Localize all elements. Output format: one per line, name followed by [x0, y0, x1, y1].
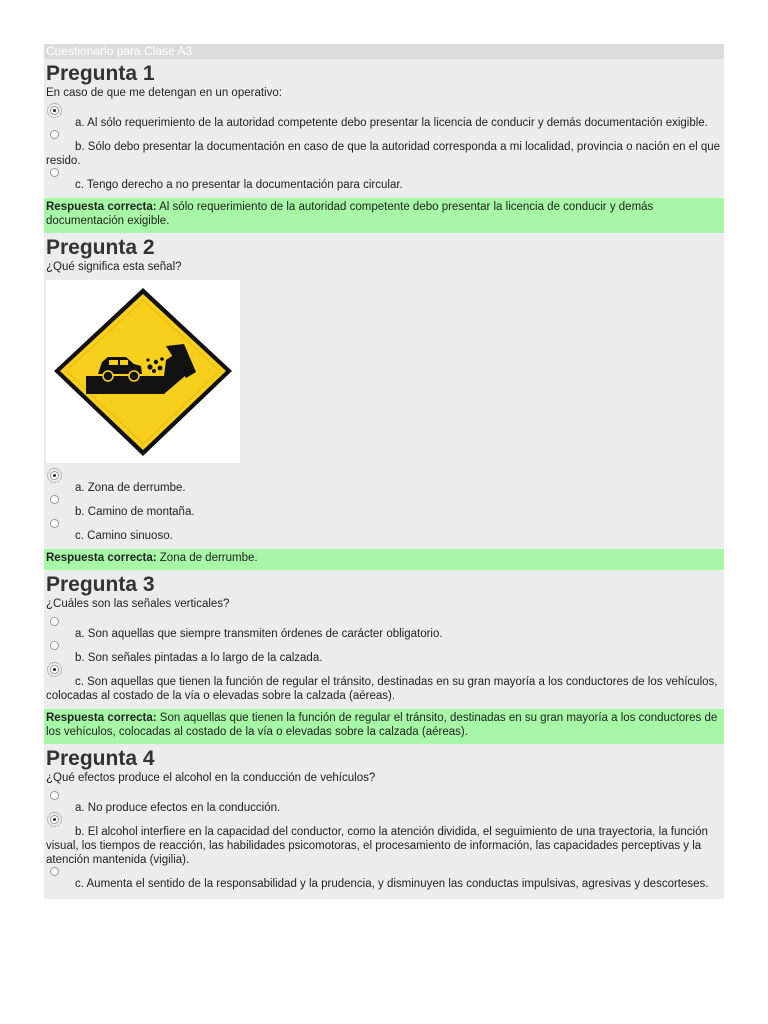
option-c[interactable] [46, 867, 722, 891]
landslide-warning-sign-icon [46, 280, 240, 463]
option-label: c. Tengo derecho a no presentar la documentación para circular. [75, 179, 403, 191]
correct-answer-text: Al sólo requerimiento de la autoridad competente debo presentar la licencia de conducir y demás documentación exigible. [46, 201, 654, 227]
option-label: a. Al sólo requerimiento de la autoridad competente debo presentar la licencia de conducir y demás documentación exigible. [75, 117, 708, 129]
question-title: Pregunta 3 [46, 573, 155, 596]
question-4 [44, 744, 724, 899]
option-b[interactable] [46, 130, 722, 168]
quiz-page [44, 44, 724, 899]
radio-icon[interactable] [50, 867, 59, 876]
option-label: b. Son señales pintadas a lo largo de la calzada. [75, 652, 323, 664]
radio-selected-icon[interactable] [50, 665, 59, 674]
correct-answer-label: Respuesta correcta: [46, 552, 157, 564]
road-sign-image [46, 280, 240, 463]
radio-icon[interactable] [50, 130, 59, 139]
radio-icon[interactable] [50, 495, 59, 504]
correct-answer-text: Zona de derrumbe. [159, 552, 258, 564]
radio-selected-icon[interactable] [50, 471, 59, 480]
correct-answer-label: Respuesta correcta: [46, 201, 157, 213]
correct-answer-label: Respuesta correcta: [46, 712, 157, 724]
option-label: c. Camino sinuoso. [75, 530, 173, 542]
question-text: En caso de que me detengan en un operativo: [46, 87, 282, 99]
option-label: a. Son aquellas que siempre transmiten órdenes de carácter obligatorio. [75, 628, 443, 640]
option-label: c. Aumenta el sentido de la responsabilidad y la prudencia, y disminuyen las conductas impulsivas, agresivas y descorteses. [75, 878, 709, 890]
question-3 [44, 570, 724, 744]
correct-answer-text: Son aquellas que tienen la función de regular el tránsito, destinadas en su gran mayoría a los conductores de los vehículos, colocadas al costado de la vía o elevadas sobre la calzada (aéreas). [46, 712, 718, 738]
option-a[interactable] [46, 471, 722, 495]
correct-answer-box [44, 709, 724, 744]
question-title: Pregunta 1 [46, 62, 155, 85]
option-c[interactable] [46, 665, 722, 703]
question-text: ¿Qué significa esta señal? [46, 261, 182, 273]
option-label: a. No produce efectos en la conducción. [75, 802, 281, 814]
option-label: b. El alcohol interfiere en la capacidad del conductor, como la atención dividida, el seguimiento de una trayectoria, la función visual, los tiempos de reacción, las habilidades psicomotoras, el procesamiento de información, las capacidades perceptivas y la atención mantenida (vigilia). [46, 826, 708, 866]
radio-icon[interactable] [50, 519, 59, 528]
question-2 [44, 233, 724, 570]
question-1 [44, 59, 724, 233]
option-a[interactable] [46, 617, 722, 641]
option-a[interactable] [46, 791, 722, 815]
correct-answer-box [44, 198, 724, 233]
radio-icon[interactable] [50, 617, 59, 626]
option-label: b. Sólo debo presentar la documentación en caso de que la autoridad corresponda a mi localidad, provincia o nación en el que resido. [46, 141, 721, 167]
option-c[interactable] [46, 519, 722, 543]
correct-answer-box [44, 549, 724, 570]
question-text: ¿Qué efectos produce el alcohol en la conducción de vehículos? [46, 772, 376, 784]
option-a[interactable] [46, 106, 722, 130]
question-text: ¿Cuáles son las señales verticales? [46, 598, 230, 610]
option-b[interactable] [46, 641, 722, 665]
radio-icon[interactable] [50, 168, 59, 177]
radio-icon[interactable] [50, 641, 59, 650]
question-title: Pregunta 2 [46, 236, 155, 259]
radio-selected-icon[interactable] [50, 106, 59, 115]
question-title: Pregunta 4 [46, 747, 155, 770]
option-label: b. Camino de montaña. [75, 506, 195, 518]
radio-selected-icon[interactable] [50, 815, 59, 824]
option-c[interactable] [46, 168, 722, 192]
option-label: a. Zona de derrumbe. [75, 482, 186, 494]
option-b[interactable] [46, 495, 722, 519]
quiz-title-bar: Cuestionario para Clase A3 [44, 44, 724, 59]
option-b[interactable] [46, 815, 722, 867]
radio-icon[interactable] [50, 791, 59, 800]
option-label: c. Son aquellas que tienen la función de regular el tránsito, destinadas en su gran mayoría a los conductores de los vehículos, colocadas al costado de la vía o elevadas sobre la calzada (aéreas). [46, 676, 718, 702]
